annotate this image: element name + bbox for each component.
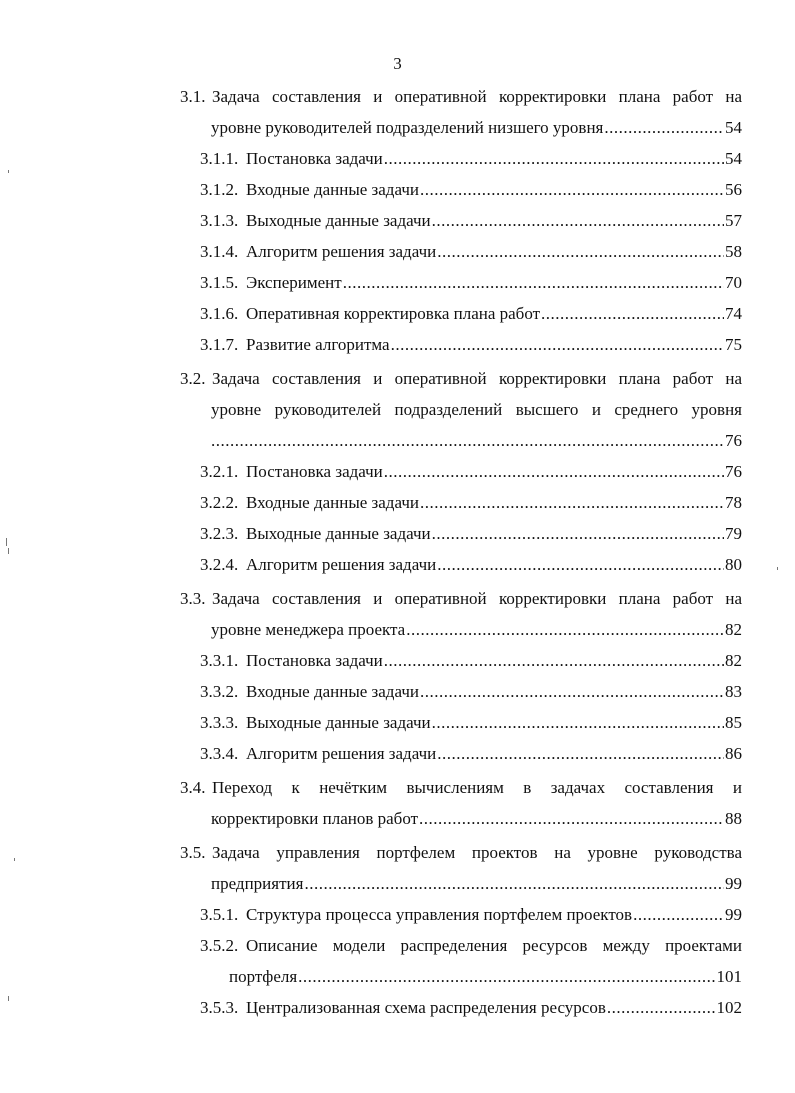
toc-title: Алгоритм решения задачи (246, 242, 437, 261)
toc-title: Структура процесса управления портфелем проектов (246, 905, 633, 924)
toc-title: Описание модели распределения ресурсов между проектами (246, 936, 742, 955)
toc-page: 99 (725, 874, 742, 893)
dot-leader (432, 712, 724, 734)
toc-page: 83 (725, 682, 742, 701)
toc-number: 3.1.6. (200, 304, 239, 323)
toc-number: 3.5.3. (200, 998, 239, 1017)
toc-title: Задача управления портфелем проектов на уровне руководства (212, 843, 742, 862)
toc-page: 82 (725, 620, 742, 639)
toc-entry-3-1-cont[interactable] (211, 117, 742, 139)
toc-page: 101 (716, 967, 742, 986)
toc-number: 3.1.5. (200, 273, 239, 292)
dot-leader (432, 523, 724, 545)
toc-page: 82 (725, 651, 742, 670)
toc-number: 3.5.2. (200, 936, 239, 955)
toc-number: 3.1.3. (200, 211, 239, 230)
toc-title: Выходные данные задачи (246, 211, 431, 230)
toc-entry-3-2-2[interactable] (200, 492, 742, 514)
toc-entry-3-2-1[interactable] (200, 461, 742, 483)
dot-leader (604, 117, 724, 139)
toc-entry-3-5-3[interactable] (200, 997, 742, 1019)
toc-title: Постановка задачи (246, 462, 383, 481)
toc-title: Входные данные задачи (246, 682, 419, 701)
toc-entry-3-5-2[interactable] (200, 935, 742, 957)
toc-entry-3-3-cont[interactable] (211, 619, 742, 641)
toc-page: 76 (725, 431, 742, 450)
toc-entry-3-2-4[interactable] (200, 554, 742, 576)
toc-title: Переход к нечётким вычислениям в задачах составления и (212, 778, 742, 797)
toc-title: портфеля (229, 967, 298, 986)
scan-mark (8, 170, 9, 173)
toc-entry-3-1-7[interactable] (200, 334, 742, 356)
toc-entry-3-4[interactable] (180, 777, 742, 799)
scan-mark (14, 858, 15, 861)
toc-title: Постановка задачи (246, 651, 383, 670)
toc-entry-3-2-3[interactable] (200, 523, 742, 545)
toc-number: 3.1.4. (200, 242, 239, 261)
toc-title: Алгоритм решения задачи (246, 744, 437, 763)
toc-page: 58 (725, 242, 742, 261)
toc-title: Выходные данные задачи (246, 524, 431, 543)
toc-page: 76 (725, 462, 742, 481)
dot-leader (420, 681, 724, 703)
toc-page: 88 (725, 809, 742, 828)
toc-number: 3.1.7. (200, 335, 239, 354)
toc-entry-3-3-2[interactable] (200, 681, 742, 703)
toc-entry-3-5-1[interactable] (200, 904, 742, 926)
toc-title: Оперативная корректировка плана работ (246, 304, 541, 323)
toc-entry-3-1-5[interactable] (200, 272, 742, 294)
toc-page: 74 (725, 304, 742, 323)
toc-title: Входные данные задачи (246, 493, 419, 512)
toc-title: Задача составления и оперативной корректировки плана работ на (212, 369, 742, 388)
toc-entry-3-3-4[interactable] (200, 743, 742, 765)
scan-mark (8, 996, 9, 1001)
toc-entry-3-5[interactable] (180, 842, 742, 864)
toc-entry-3-4-cont[interactable] (211, 808, 742, 830)
dot-leader (419, 808, 724, 830)
toc-title: Развитие алгоритма (246, 335, 390, 354)
toc-entry-3-3-3[interactable] (200, 712, 742, 734)
toc-page: 54 (725, 118, 742, 137)
toc-title: уровне руководителей подразделений низшего уровня (211, 118, 604, 137)
toc-title: уровне менеджера проекта (211, 620, 406, 639)
toc-entry-3-2-page[interactable] (211, 430, 742, 452)
toc-page: 79 (725, 524, 742, 543)
dot-leader (304, 873, 724, 895)
toc-number: 3.1.1. (200, 149, 239, 168)
dot-leader (437, 241, 724, 263)
toc-number: 3.3. (180, 589, 206, 608)
toc-title: Постановка задачи (246, 149, 383, 168)
dot-leader (406, 619, 724, 641)
dot-leader (384, 650, 724, 672)
toc-entry-3-1-1[interactable] (200, 148, 742, 170)
toc-number: 3.2.3. (200, 524, 239, 543)
toc-number: 3.2.1. (200, 462, 239, 481)
toc-number: 3.5.1. (200, 905, 239, 924)
toc-entry-3-2-cont[interactable] (211, 399, 742, 421)
toc-number: 3.2. (180, 369, 206, 388)
toc-title: Алгоритм решения задачи (246, 555, 437, 574)
toc-page: 99 (725, 905, 742, 924)
toc-number: 3.3.3. (200, 713, 239, 732)
dot-leader (384, 461, 724, 483)
toc-number: 3.4. (180, 778, 206, 797)
dot-leader (211, 430, 724, 452)
dot-leader (437, 554, 724, 576)
toc-page: 54 (725, 149, 742, 168)
page-number: 3 (393, 54, 402, 73)
toc-page: 102 (716, 998, 742, 1017)
toc-title: Выходные данные задачи (246, 713, 431, 732)
toc-title: Эксперимент (246, 273, 342, 292)
dot-leader (343, 272, 724, 294)
toc-entry-3-5-cont[interactable] (211, 873, 742, 895)
toc-page: 75 (725, 335, 742, 354)
toc-entry-3-2[interactable] (180, 368, 742, 390)
toc-page: 78 (725, 493, 742, 512)
toc-title: Централизованная схема распределения ресурсов (246, 998, 606, 1017)
toc-number: 3.3.2. (200, 682, 239, 701)
toc-entry-3-1[interactable] (180, 86, 742, 108)
toc-entry-3-5-2-cont[interactable] (229, 966, 742, 988)
toc-page: 86 (725, 744, 742, 763)
toc-page: 85 (725, 713, 742, 732)
toc-number: 3.1.2. (200, 180, 239, 199)
toc-page: 70 (725, 273, 742, 292)
toc-number: 3.5. (180, 843, 206, 862)
dot-leader (633, 904, 724, 926)
toc-title: предприятия (211, 874, 304, 893)
dot-leader (541, 303, 724, 325)
toc-title: Входные данные задачи (246, 180, 419, 199)
toc-page: 57 (725, 211, 742, 230)
dot-leader (437, 743, 724, 765)
dot-leader (391, 334, 724, 356)
scan-mark (8, 548, 9, 554)
dot-leader (432, 210, 724, 232)
dot-leader (420, 179, 724, 201)
scan-mark (777, 567, 778, 570)
toc-title: Задача составления и оперативной корректировки плана работ на (212, 589, 742, 608)
dot-leader (298, 966, 715, 988)
toc-page: 80 (725, 555, 742, 574)
toc-number: 3.3.1. (200, 651, 239, 670)
toc-title: уровне руководителей подразделений высшего и среднего уровня (211, 400, 742, 419)
dot-leader (420, 492, 724, 514)
toc-number: 3.1. (180, 87, 206, 106)
dot-leader (384, 148, 724, 170)
toc-number: 3.2.2. (200, 493, 239, 512)
toc-entry-3-1-6[interactable] (200, 303, 742, 325)
toc-entry-3-1-3[interactable] (200, 210, 742, 232)
toc-page: 56 (725, 180, 742, 199)
toc-number: 3.2.4. (200, 555, 239, 574)
toc-title: Задача составления и оперативной корректировки плана работ на (212, 87, 742, 106)
toc-entry-3-1-2[interactable] (200, 179, 742, 201)
toc-title: корректировки планов работ (211, 809, 419, 828)
dot-leader (607, 997, 716, 1019)
toc-entry-3-3-1[interactable] (200, 650, 742, 672)
toc-entry-3-3[interactable] (180, 588, 742, 610)
toc-number: 3.3.4. (200, 744, 239, 763)
scan-mark (6, 538, 7, 546)
toc-entry-3-1-4[interactable] (200, 241, 742, 263)
